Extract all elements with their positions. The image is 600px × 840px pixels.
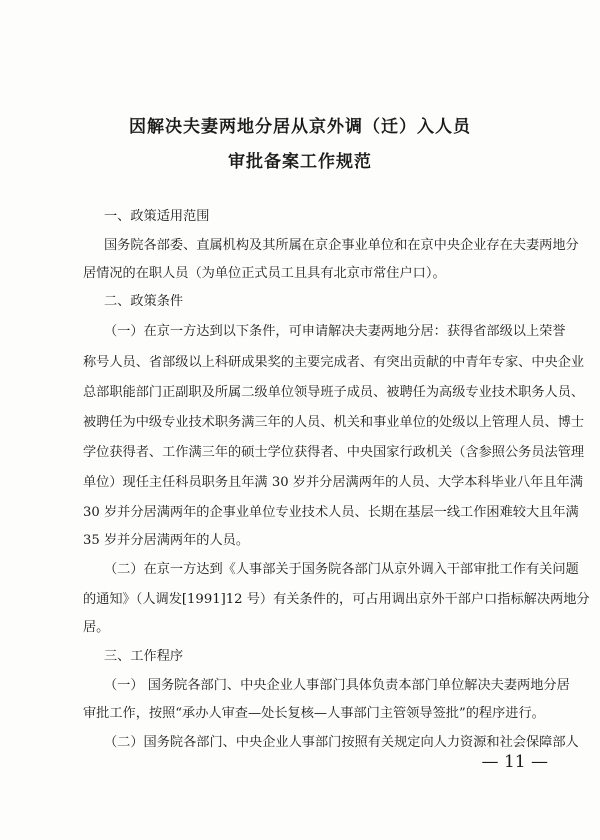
paragraph-line: 称号人员、省部级以上科研成果奖的主要完成者、有突出贡献的中青年专家、中央企业	[83, 355, 585, 370]
paragraph-line: （二）在京一方达到《人事部关于国务院各部门从京外调入干部审批工作有关问题	[104, 562, 579, 577]
paragraph-line: 被聘任为中级专业技术职务满三年的人员、机关和事业单位的处级以上管理人员、博士	[83, 415, 585, 430]
paragraph-line: 学位获得者、工作满三年的硕士学位获得者、中央国家行政机关（含参照公务员法管理	[83, 445, 585, 460]
paragraph-line: 的通知》（人调发[1991]12 号）有关条件的，可占用调出京外干部户口指标解决两地分	[83, 592, 590, 607]
paragraph-line: 审批工作，按照“承办人审查—处长复核—人事部门主管领导签批”的程序进行。	[83, 706, 545, 721]
document-title-line-2: 审批备案工作规范	[228, 152, 372, 172]
paragraph-line: （一）在京一方达到以下条件，可申请解决夫妻两地分居：获得省部级以上荣誉	[104, 324, 566, 339]
page-number: — 11 —	[481, 752, 548, 772]
paragraph-line: 30 岁并分居满两年的企事业单位专业技术人员、长期在基层一线工作困难较大且年满	[83, 505, 579, 520]
paragraph-line: 国务院各部委、直属机构及其所属在京企事业单位和在京中央企业存在夫妻两地分	[104, 238, 579, 253]
paragraph-line: 居情况的在职人员（为单位正式员工且具有北京市常住户口）。	[83, 266, 446, 281]
paragraph-line: 35 岁并分居满两年的人员。	[83, 533, 250, 548]
section-3-heading: 三、工作程序	[104, 649, 184, 664]
paragraph-line: （一） 国务院各部门、中央企业人事部门具体负责本部门单位解决夫妻两地分居	[104, 678, 570, 693]
paragraph-line: 居。	[83, 620, 110, 635]
paragraph-line: 单位）现任主任科员职务且年满 30 岁并分居满两年的人员、大学本科毕业八年且年满	[83, 475, 583, 490]
paragraph-line: （二）国务院各部门、中央企业人事部门按照有关规定向人力资源和社会保障部人	[104, 735, 579, 750]
paragraph-line: 总部职能部门正副职及所属二级单位领导班子成员、被聘任为高级专业技术职务人员、	[83, 385, 585, 400]
document-title-line-1: 因解决夫妻两地分居从京外调（迁）入人员	[129, 117, 471, 137]
section-1-heading: 一、政策适用范围	[104, 209, 210, 224]
section-2-heading: 二、政策条件	[104, 294, 184, 309]
